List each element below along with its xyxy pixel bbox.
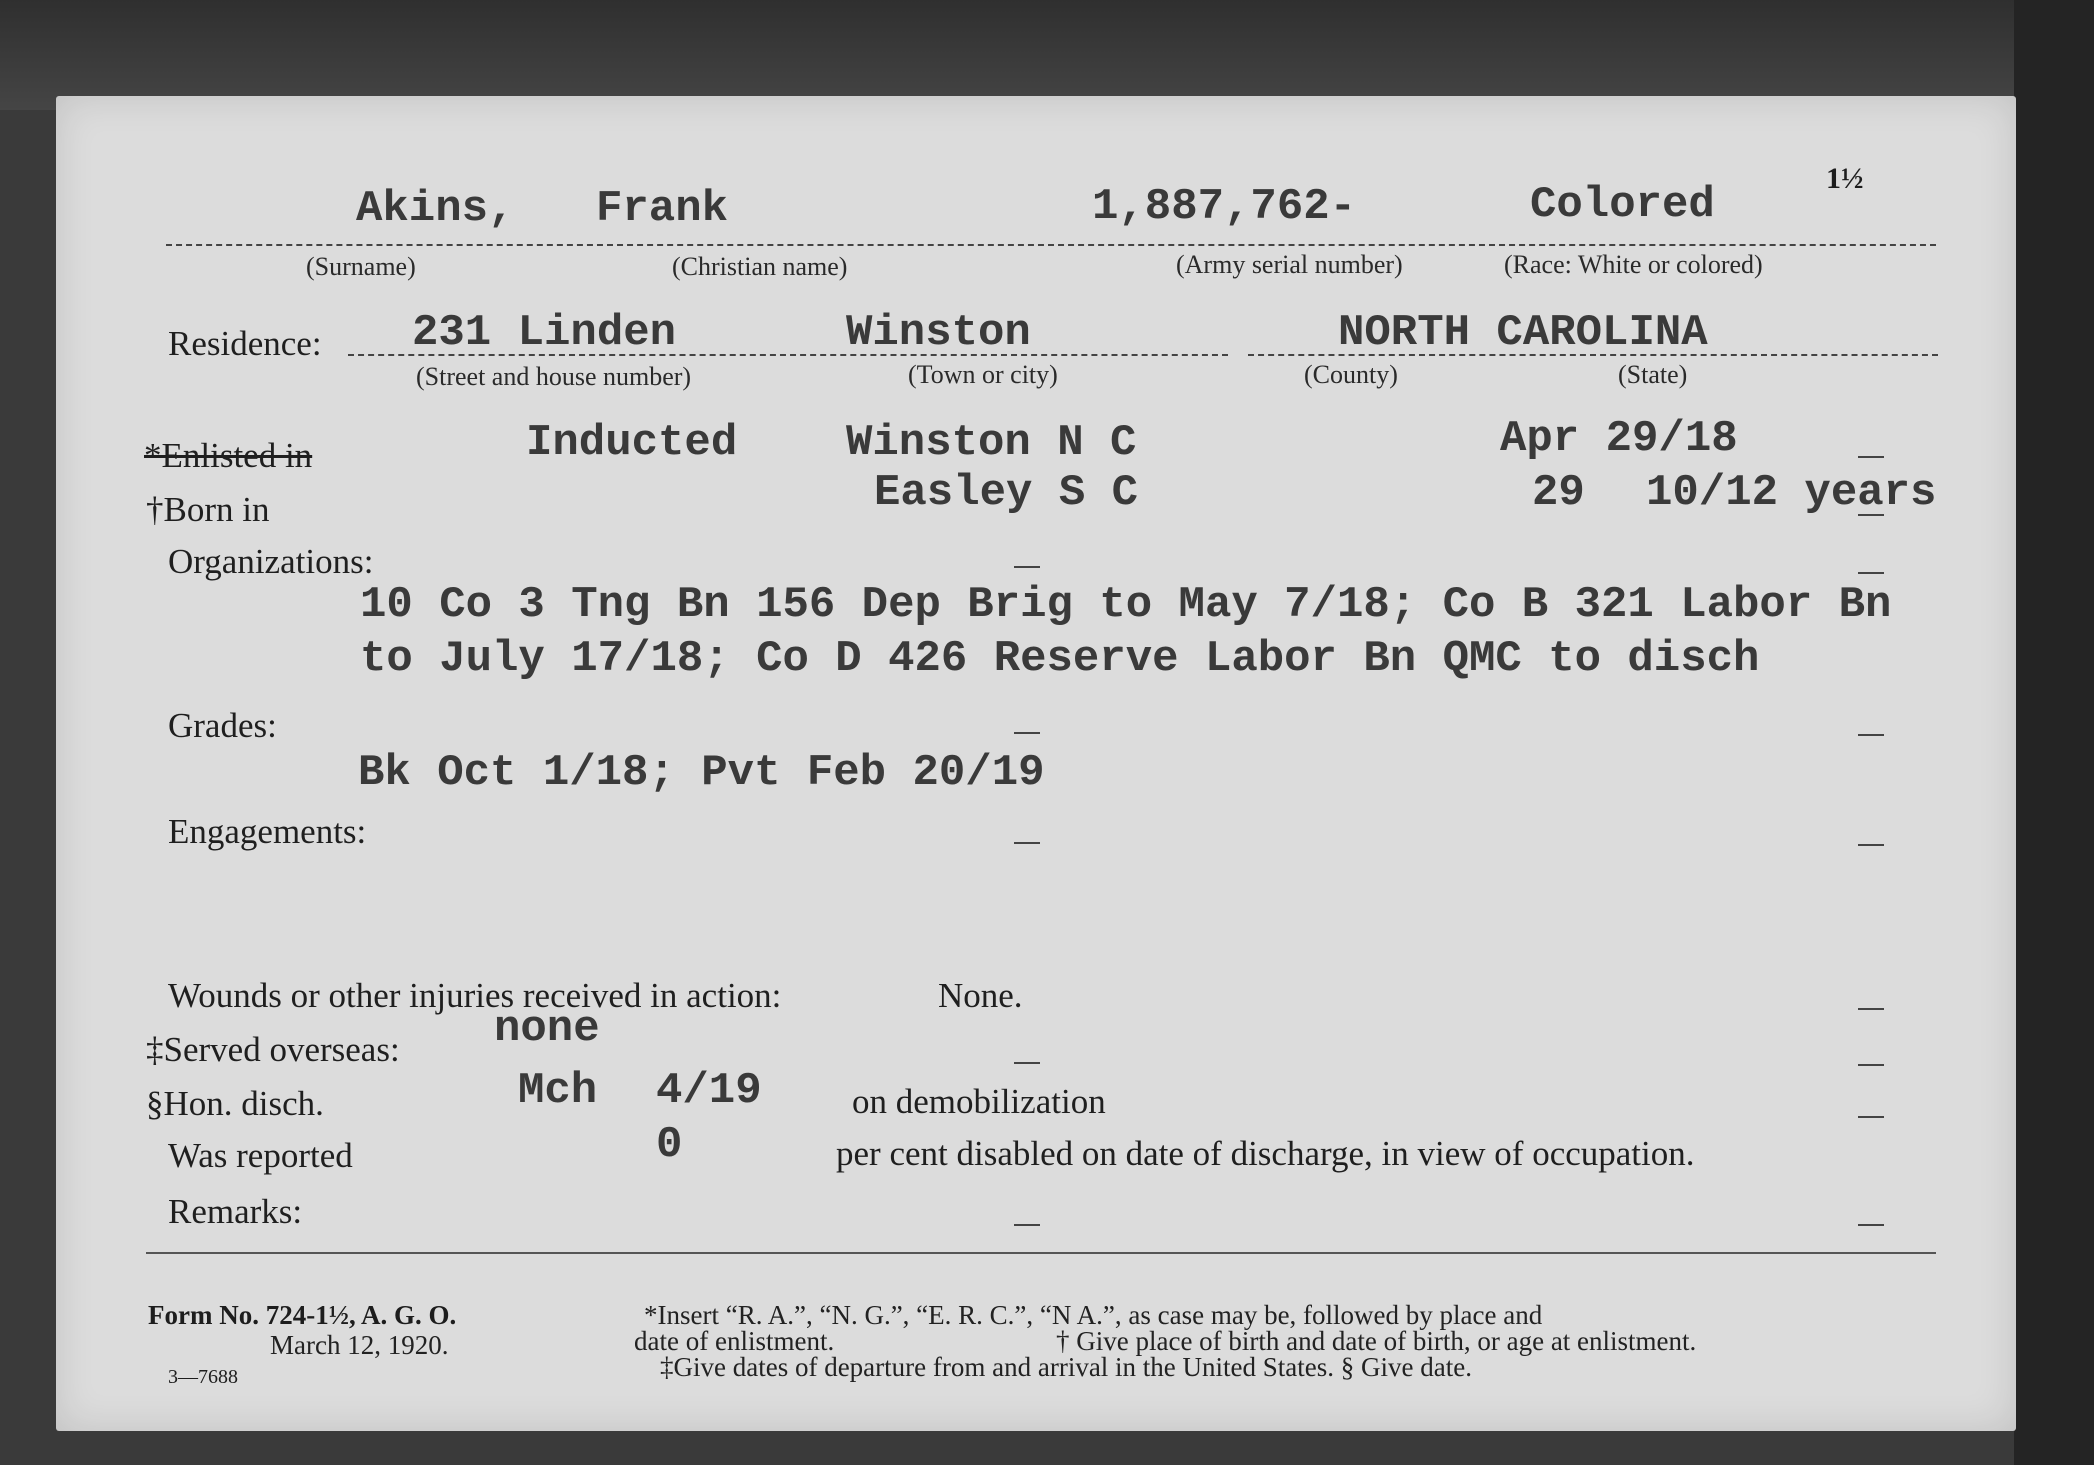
organizations-label: Organizations: <box>168 542 374 581</box>
residence-rule-right <box>1248 354 1938 356</box>
remarks-label: Remarks: <box>168 1192 303 1231</box>
margin-mark <box>1858 844 1884 846</box>
footnote-2b: † Give place of birth and date of birth, or age at enlistment. <box>1056 1326 1697 1356</box>
born-label: †Born in <box>146 490 270 529</box>
margin-mark <box>1014 1062 1040 1064</box>
discharge-note: on demobilization <box>852 1082 1106 1121</box>
christian-name-value: Frank <box>596 184 729 234</box>
county-caption: (County) <box>1304 360 1398 389</box>
serial-number-value: 1,887,762- <box>1092 182 1357 232</box>
born-place-value: Easley S C <box>874 468 1139 518</box>
header-rule <box>166 244 1936 246</box>
race-caption: (Race: White or colored) <box>1504 250 1763 279</box>
reported-text: per cent disabled on date of discharge, in view of occupation. <box>836 1134 1695 1173</box>
margin-mark <box>1014 842 1040 844</box>
residence-street-value: 231 Linden <box>412 308 677 358</box>
enlisted-date-value: Apr 29/18 <box>1500 414 1738 464</box>
margin-mark <box>1858 572 1884 574</box>
residence-town-value: Winston <box>846 308 1031 358</box>
street-caption: (Street and house number) <box>416 362 692 391</box>
margin-mark <box>1858 1116 1884 1118</box>
margin-mark <box>1014 732 1040 734</box>
grades-value: Bk Oct 1/18; Pvt Feb 20/19 <box>358 748 1045 798</box>
born-age-fraction-value: 10/12 years <box>1646 468 1937 518</box>
wounds-value: None. <box>938 976 1023 1015</box>
serial-number-caption: (Army serial number) <box>1176 250 1403 279</box>
residence-state-value: NORTH CAROLINA <box>1338 308 1708 358</box>
christian-name-caption: (Christian name) <box>672 252 848 281</box>
surname-caption: (Surname) <box>306 252 416 281</box>
footnote-3: ‡Give dates of departure from and arrival in the United States. § Give date. <box>660 1352 1472 1382</box>
margin-mark <box>1014 1224 1040 1226</box>
footnote-1: *Insert “R. A.”, “N. G.”, “E. R. C.”, “N A.”, as case may be, followed by place and <box>644 1300 1543 1330</box>
discharge-label: §Hon. disch. <box>146 1084 324 1123</box>
form-number: Form No. 724-1½, A. G. O. <box>148 1300 457 1330</box>
card-mark: 1½ <box>1826 162 1864 195</box>
background-right-edge <box>2014 0 2094 1465</box>
enlisted-label: *Enlisted in <box>144 436 313 475</box>
enlisted-type-value: Inducted <box>526 418 738 468</box>
state-caption: (State) <box>1618 360 1688 389</box>
engagements-label: Engagements: <box>168 812 367 851</box>
overseas-value: none <box>494 1004 600 1054</box>
discharge-date-value: 4/19 <box>656 1066 762 1116</box>
surname-value: Akins, <box>356 184 515 234</box>
form-date: March 12, 1920. <box>270 1330 449 1360</box>
town-caption: (Town or city) <box>908 360 1058 389</box>
wounds-label: Wounds or other injuries received in action: <box>168 976 782 1015</box>
enlisted-place-value: Winston N C <box>846 418 1137 468</box>
margin-mark <box>1858 1224 1884 1226</box>
footer-rule <box>146 1252 1936 1254</box>
margin-mark <box>1858 1008 1884 1010</box>
born-age-value: 29 <box>1532 468 1585 518</box>
margin-mark <box>1858 1064 1884 1066</box>
grades-label: Grades: <box>168 706 277 745</box>
margin-mark <box>1858 514 1884 516</box>
print-code: 3—7688 <box>168 1366 238 1388</box>
residence-label: Residence: <box>168 324 322 363</box>
margin-mark <box>1014 566 1040 568</box>
race-value: Colored <box>1530 180 1715 230</box>
organizations-line-2: to July 17/18; Co D 426 Reserve Labor Bn QMC to disch <box>360 634 1760 684</box>
background-top <box>0 0 2094 110</box>
overseas-label: ‡Served overseas: <box>146 1030 400 1069</box>
organizations-line-1: 10 Co 3 Tng Bn 156 Dep Brig to May 7/18; Co B 321 Labor Bn <box>360 580 1892 630</box>
reported-label: Was reported <box>168 1136 353 1175</box>
residence-rule-left <box>348 354 1228 356</box>
service-record-card <box>56 96 2016 1431</box>
margin-mark <box>1858 456 1884 458</box>
margin-mark <box>1858 734 1884 736</box>
reported-percent-value: 0 <box>656 1120 683 1170</box>
footnote-2a: date of enlistment. <box>634 1326 835 1356</box>
discharge-month-value: Mch <box>518 1066 598 1116</box>
